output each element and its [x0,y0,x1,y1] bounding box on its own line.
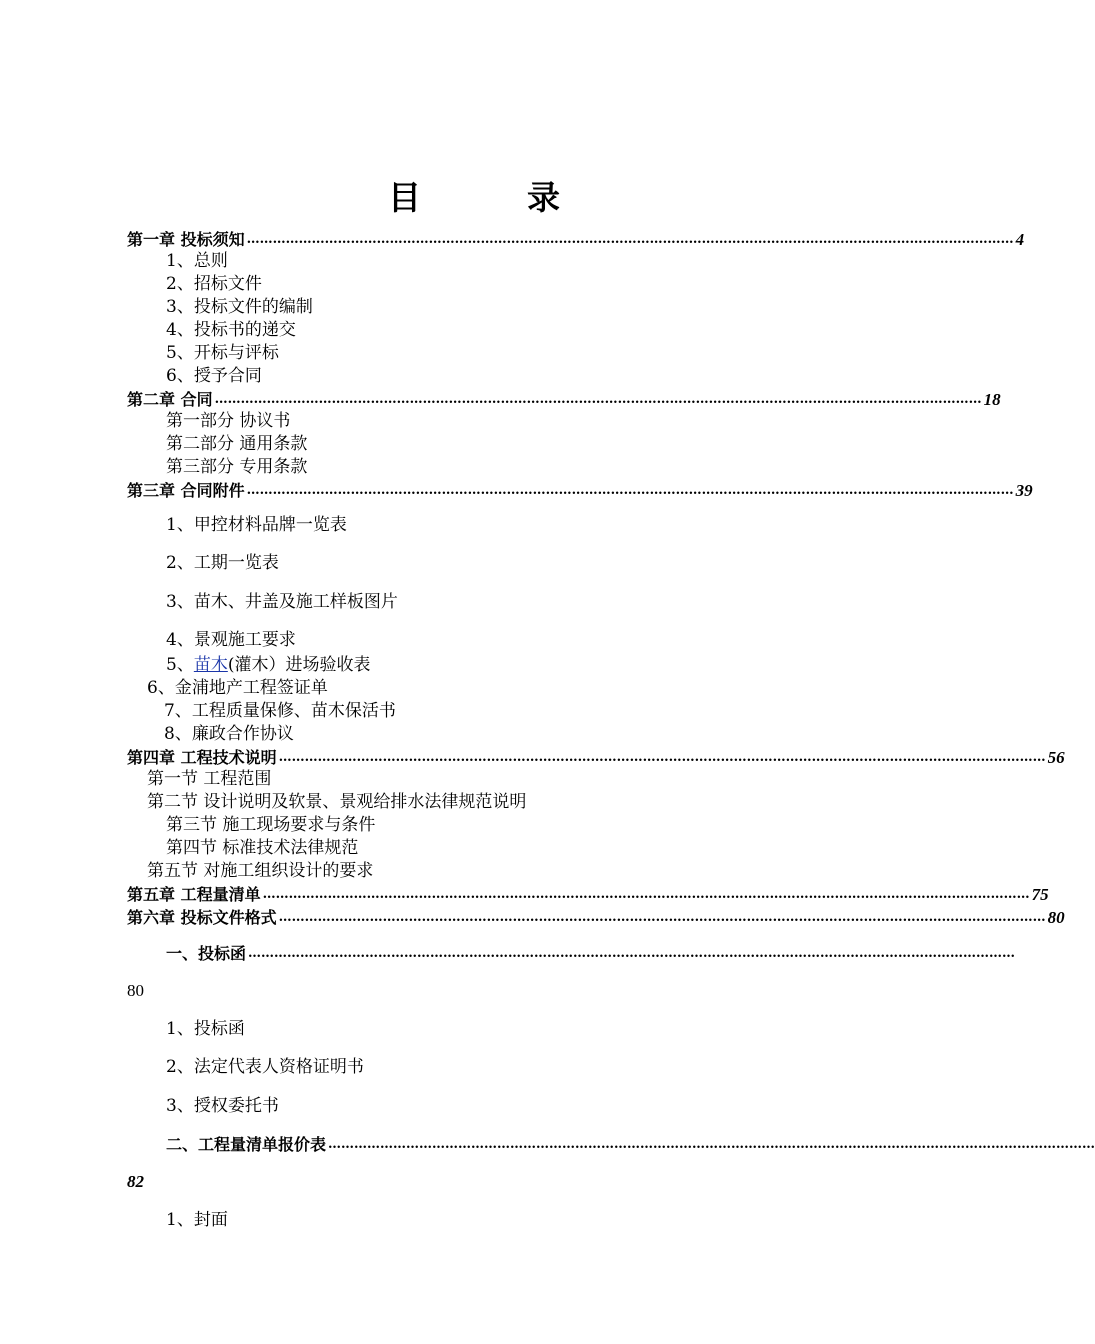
toc-chapter-1[interactable] [127,228,1025,250]
chapter-label: 第四章 工程技术说明 [127,748,277,767]
leader-dots: …………………………………………………………………………………………………………………………………………………………… [262,887,1030,902]
leader-dots: …………………………………………………………………………………………………………………………………………………………… [246,232,1014,247]
section-page: 82 [127,1172,144,1191]
toc-item[interactable]: 第三节 施工现场要求与条件 [166,815,376,835]
toc-item[interactable]: 第二部分 通用条款 [166,434,308,454]
toc-chapter-5[interactable] [127,883,1049,905]
chapter-label: 第五章 工程量清单 [127,885,261,904]
toc-item[interactable]: 1、甲控材料品牌一览表 [166,515,347,535]
leader-dots: …………………………………………………………………………………………………………………………………………………………… [246,483,1014,498]
chapter-page: 4 [1015,230,1025,249]
leader-dots: …………………………………………………………………………………………………………………………………………………………… [214,392,982,407]
toc-item[interactable]: 5、开标与评标 [166,343,279,363]
chapter-label: 第六章 投标文件格式 [127,908,277,927]
toc-section-1[interactable] [166,942,1016,964]
toc-item[interactable]: 3、苗木、井盖及施工样板图片 [166,592,398,612]
toc-item[interactable]: 8、廉政合作协议 [164,724,294,744]
section-label: 一、投标函 [166,944,247,963]
chapter-page: 18 [983,390,1001,409]
toc-item[interactable]: 2、工期一览表 [166,553,279,573]
leader-dots: …………………………………………………………………………………………………………………………………………………………… [278,750,1046,765]
chapter-label: 第一章 投标须知 [127,230,245,249]
leader-dots: …………………………………………………………………………………………………………………………………………………………… [328,1137,1095,1152]
section-page: 80 [127,981,144,1000]
title-char-right: 录 [527,178,562,217]
toc-chapter-3[interactable] [127,479,1033,501]
toc-item[interactable]: 第二节 设计说明及软景、景观给排水法律规范说明 [147,792,527,812]
toc-item[interactable]: 6、金浦地产工程签证单 [147,678,328,698]
hyperlink[interactable]: 苗木 [193,655,228,675]
chapter-label: 第三章 合同附件 [127,481,245,500]
toc-item[interactable]: 第四节 标准技术法律规范 [166,838,359,858]
toc-item[interactable]: 第五节 对施工组织设计的要求 [147,861,374,881]
toc-item[interactable]: 4、景观施工要求 [166,630,296,650]
leader-dots: …………………………………………………………………………………………………………………………………………………………… [248,946,1016,961]
toc-item[interactable]: 3、授权委托书 [166,1096,279,1116]
toc-item[interactable] [166,655,370,677]
toc-item[interactable]: 1、封面 [166,1210,228,1230]
toc-chapter-4[interactable] [127,746,1065,768]
toc-section-2[interactable] [166,1133,1095,1155]
toc-item[interactable]: 第三部分 专用条款 [166,457,308,477]
toc-item[interactable]: 第一部分 协议书 [166,411,291,431]
leader-dots: …………………………………………………………………………………………………………………………………………………………… [278,910,1046,925]
item-suffix: (灌木）进场验收表 [227,655,371,675]
toc-item[interactable]: 2、法定代表人资格证明书 [166,1057,364,1077]
item-prefix: 5、 [166,655,194,675]
chapter-label: 第二章 合同 [127,390,213,409]
toc-chapter-2[interactable] [127,388,1001,410]
toc-item[interactable]: 4、投标书的递交 [166,320,296,340]
toc-item[interactable]: 1、总则 [166,251,228,271]
title-char-left: 目 [388,178,423,217]
chapter-page: 39 [1015,481,1033,500]
toc-chapter-6[interactable] [127,906,1065,928]
toc-item[interactable]: 6、授予合同 [166,366,262,386]
chapter-page: 56 [1047,748,1065,767]
toc-item[interactable]: 第一节 工程范围 [147,769,272,789]
toc-item[interactable]: 3、投标文件的编制 [166,297,313,317]
toc-item[interactable]: 7、工程质量保修、苗木保活书 [164,701,396,721]
section-label: 二、工程量清单报价表 [166,1135,327,1154]
chapter-page: 75 [1031,885,1049,904]
document-title [0,172,950,219]
chapter-page: 80 [1047,908,1065,927]
toc-item[interactable]: 1、投标函 [166,1019,245,1039]
toc-item[interactable]: 2、招标文件 [166,274,262,294]
